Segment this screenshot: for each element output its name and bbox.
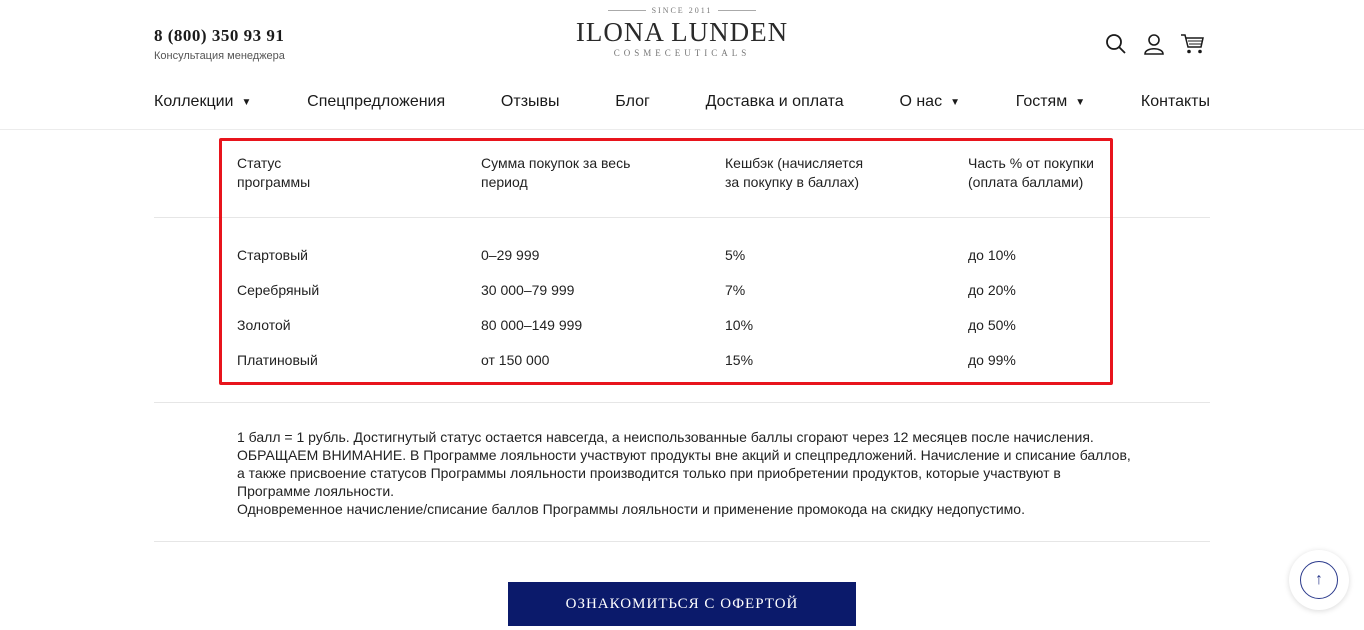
- nav-item-offers[interactable]: Спецпредложения: [307, 93, 446, 110]
- table-cell: Серебряный: [237, 282, 320, 298]
- section-divider: [154, 541, 1210, 542]
- table-cell: 10%: [725, 317, 754, 333]
- nav-item-collections[interactable]: Коллекции ▼: [154, 93, 252, 110]
- nav-item-reviews[interactable]: Отзывы: [500, 93, 560, 110]
- table-cell: до 50%: [968, 317, 1016, 333]
- loyalty-note: [237, 428, 1137, 518]
- nav-item-guests[interactable]: Гостям ▼: [1015, 93, 1086, 110]
- note-paragraph: Одновременное начисление/списание баллов Программы лояльности и применение промокода на скидку недопустимо.: [237, 501, 1025, 517]
- main-nav: [154, 93, 1210, 111]
- nav-item-about[interactable]: О нас ▼: [899, 93, 960, 110]
- table-header-status: Статус программы: [237, 155, 311, 190]
- site-logo[interactable]: [562, 6, 802, 66]
- table-cell: 80 000–149 999: [481, 317, 583, 333]
- scroll-to-top-button[interactable]: [1289, 550, 1349, 610]
- cart-icon[interactable]: [1180, 32, 1204, 56]
- logo-since: SINCE 2011: [562, 6, 802, 15]
- table-cell: 7%: [725, 282, 746, 298]
- site-header: [0, 0, 1364, 130]
- table-cell: до 99%: [968, 352, 1016, 368]
- nav-item-delivery[interactable]: Доставка и оплата: [705, 93, 844, 110]
- search-icon[interactable]: [1104, 32, 1128, 56]
- header-icons: [1104, 32, 1204, 56]
- view-offer-button[interactable]: ОЗНАКОМИТЬСЯ С ОФЕРТОЙ: [508, 582, 856, 626]
- caret-down-icon: ▼: [950, 96, 960, 108]
- logo-name: ILONA LUNDEN: [575, 17, 789, 47]
- table-cell: Платиновый: [237, 352, 318, 368]
- table-cell: 15%: [725, 352, 754, 368]
- phone-caption: Консультация менеджера: [154, 50, 285, 62]
- user-icon[interactable]: [1142, 32, 1166, 56]
- caret-down-icon: ▼: [1075, 96, 1086, 108]
- phone-number[interactable]: 8 (800) 350 93 91: [154, 26, 285, 45]
- note-paragraph: 1 балл = 1 рубль. Достигнутый статус остается навсегда, а неиспользованные баллы сгорают через 12 месяцев после начисления.: [237, 429, 1094, 445]
- section-divider: [154, 402, 1210, 403]
- table-cell: до 20%: [968, 282, 1016, 298]
- table-cell: Золотой: [237, 317, 291, 333]
- note-paragraph: ОБРАЩАЕМ ВНИМАНИЕ. В Программе лояльности участвуют продукты вне акций и спецпредложений. Начисление и списание баллов, а также присвоение статусов Программы лояльности производится только при приобретении продуктов, которые участвуют в Программе лояльности.: [237, 447, 1131, 499]
- highlight-frame: [219, 138, 1113, 385]
- table-cell: от 150 000: [481, 352, 550, 368]
- table-cell: 30 000–79 999: [481, 282, 575, 298]
- table-cell: 0–29 999: [481, 247, 540, 263]
- table-cell: 5%: [725, 247, 746, 263]
- nav-item-contacts[interactable]: Контакты: [1140, 93, 1210, 110]
- table-header-cashback: Кешбэк (начисляется за покупку в баллах): [725, 155, 864, 190]
- table-header-sum: Сумма покупок за весь период: [481, 155, 631, 190]
- nav-item-blog[interactable]: Блог: [615, 93, 650, 110]
- caret-down-icon: ▼: [241, 96, 252, 108]
- table-cell: Стартовый: [237, 247, 308, 263]
- table-header-payment-share: Часть % от покупки (оплата баллами): [968, 155, 1095, 190]
- table-cell: до 10%: [968, 247, 1016, 263]
- arrow-up-icon: ↑: [1300, 561, 1338, 599]
- logo-sub: COSMECEUTICALS: [613, 48, 751, 58]
